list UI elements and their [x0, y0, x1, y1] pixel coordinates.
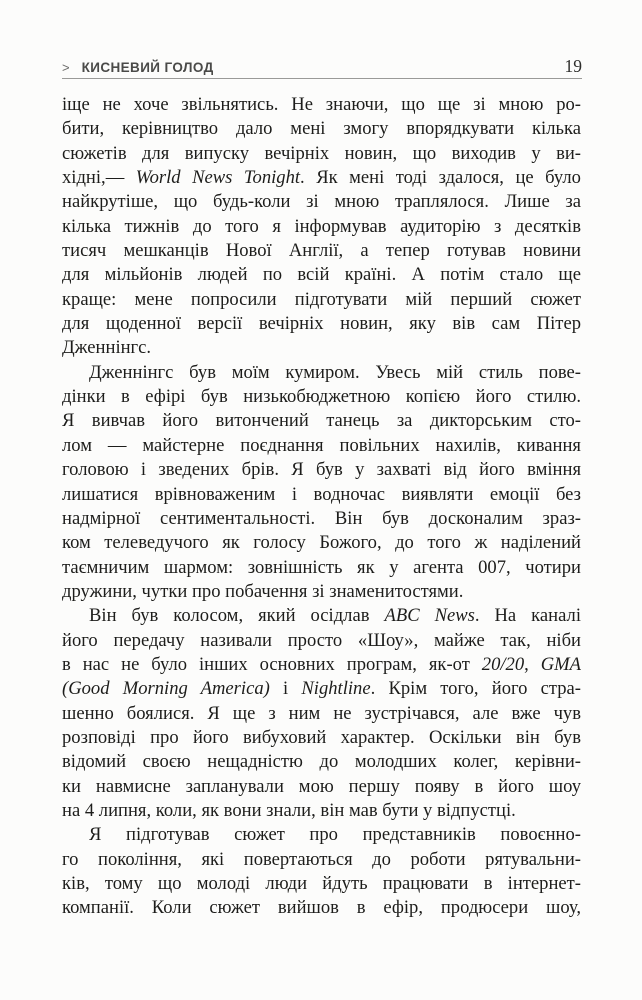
paragraph — [62, 93, 581, 361]
text-line — [62, 531, 581, 555]
text-segment: дружини, чутки про побачення зі знаменитостями. — [62, 580, 464, 602]
italic-text: World News Tonight — [135, 167, 301, 189]
text-line — [62, 409, 581, 433]
text-line — [62, 483, 581, 507]
text-line — [62, 677, 581, 701]
text-segment: го покоління, які повертаються до роботи рятувальни- — [62, 848, 581, 870]
text-segment: на 4 липня, коли, як вони знали, він мав бути у відпустці. — [62, 799, 516, 821]
text-line — [62, 604, 581, 628]
text-line — [62, 336, 581, 360]
body-text — [62, 93, 581, 921]
text-line — [62, 215, 581, 239]
italic-text: GMA — [540, 653, 581, 675]
text-segment: найкрутіше, що будь-коли зі мною траплялося. Лише за — [62, 191, 581, 213]
text-line — [62, 750, 581, 774]
text-line — [62, 361, 581, 385]
text-segment: компанії. Коли сюжет вийшов в ефір, продюсери шоу, — [62, 897, 581, 919]
italic-text: ABC News — [384, 605, 475, 627]
text-segment: надмірної сентиментальності. Він був досконалим зраз- — [62, 507, 581, 529]
text-segment: відомий своєю нещадністю до молодших колег, керівни- — [62, 751, 581, 773]
paragraph — [62, 604, 581, 823]
text-segment: лом — майстерне поєднання повільних нахилів, кивання — [62, 434, 581, 456]
text-segment: ком телеведучого як голосу Божого, до того ж наділений — [62, 532, 581, 554]
text-line — [62, 458, 581, 482]
text-segment: і — [269, 678, 302, 700]
text-segment: Я підготував сюжет про представників повоєнно- — [89, 824, 581, 846]
page-header — [62, 56, 582, 77]
text-segment: шенно боялися. Я ще з ним не зустрічався, але вже чув — [62, 702, 581, 724]
text-line — [62, 726, 581, 750]
text-segment: ків, тому що молоді люди йдуть працювати в інтернет- — [62, 873, 581, 894]
paragraph — [62, 823, 581, 920]
chapter-marker: > — [62, 60, 70, 75]
text-segment: ки навмисне запланували мою першу появу в його шоу — [62, 775, 581, 797]
text-segment: дінки в ефірі був низькобюджетною копією його стилю. — [62, 386, 581, 408]
text-line — [62, 872, 581, 896]
text-line — [62, 799, 581, 823]
text-line — [62, 385, 581, 409]
italic-text: Nightline — [301, 678, 371, 700]
text-segment: Він був колосом, який осідлав — [89, 605, 385, 627]
text-segment: хідні,— — [62, 167, 136, 189]
text-segment: сюжетів для випуску вечірніх новин, що виходив у ви- — [62, 142, 581, 164]
text-line — [62, 434, 581, 458]
page-number: 19 — [564, 56, 582, 76]
text-line — [62, 117, 581, 141]
text-line — [62, 190, 581, 214]
text-line — [62, 288, 581, 312]
italic-text: (Good Morning America) — [62, 678, 270, 700]
header-rule — [62, 78, 582, 79]
text-line — [62, 239, 581, 263]
text-segment: таємничим шармом: зовнішність як у агента 007, чотири — [62, 556, 581, 578]
text-segment: бити, керівництво дало мені змогу впорядкувати кілька — [62, 118, 581, 140]
italic-text: 20/20 — [481, 653, 525, 675]
text-line — [62, 93, 581, 117]
text-line — [62, 629, 581, 653]
text-segment: його передачу називали просто «Шоу», майже так, ніби — [62, 629, 581, 651]
text-segment: краще: мене попросили підготувати мій перший сюжет — [62, 288, 581, 310]
text-line — [62, 823, 581, 847]
text-segment: . Як мені тоді здалося, це було — [300, 167, 581, 189]
paragraph — [62, 361, 581, 604]
text-segment: Я вивчав його витончений танець за дикторським сто- — [62, 410, 581, 432]
text-line — [62, 775, 581, 799]
text-segment: головою і зведених брів. Я був у захваті від його вміння — [62, 459, 581, 481]
text-segment: іще не хоче звільнятись. Не знаючи, що ще зі мною ро- — [62, 94, 581, 115]
text-segment: Дженнінгс. — [62, 337, 152, 359]
text-line — [62, 653, 581, 677]
text-line — [62, 166, 581, 190]
text-segment: . Крім того, його стра- — [370, 678, 582, 700]
text-segment: Дженнінгс був моїм кумиром. Увесь мій стиль пове- — [89, 361, 581, 383]
text-segment: розповіді про його вибуховий характер. Оскільки він був — [62, 726, 581, 748]
text-segment: в нас не було інших основних програм, як-от — [62, 653, 482, 675]
text-line — [62, 263, 581, 287]
text-segment: для щоденної версії вечірніх новин, яку вів сам Пітер — [62, 313, 581, 335]
text-segment: тисяч мешканців Нової Англії, а тепер готував новини — [62, 240, 581, 262]
text-line — [62, 580, 581, 604]
text-line — [62, 702, 581, 726]
text-line — [62, 312, 581, 336]
text-segment: . На каналі — [474, 605, 581, 627]
text-segment: кілька тижнів до того я інформував аудиторію з десятків — [62, 215, 581, 237]
text-segment: , — [524, 653, 541, 675]
text-line — [62, 142, 581, 166]
text-line — [62, 556, 581, 580]
text-segment: для мільйонів людей по всій країні. А потім стало ще — [62, 264, 581, 286]
text-line — [62, 896, 581, 920]
chapter-title: КИСНЕВИЙ ГОЛОД — [81, 60, 214, 75]
text-line — [62, 507, 581, 531]
text-line — [62, 848, 581, 872]
text-segment: лишатися врівноваженим і водночас виявляти емоції без — [62, 483, 581, 505]
